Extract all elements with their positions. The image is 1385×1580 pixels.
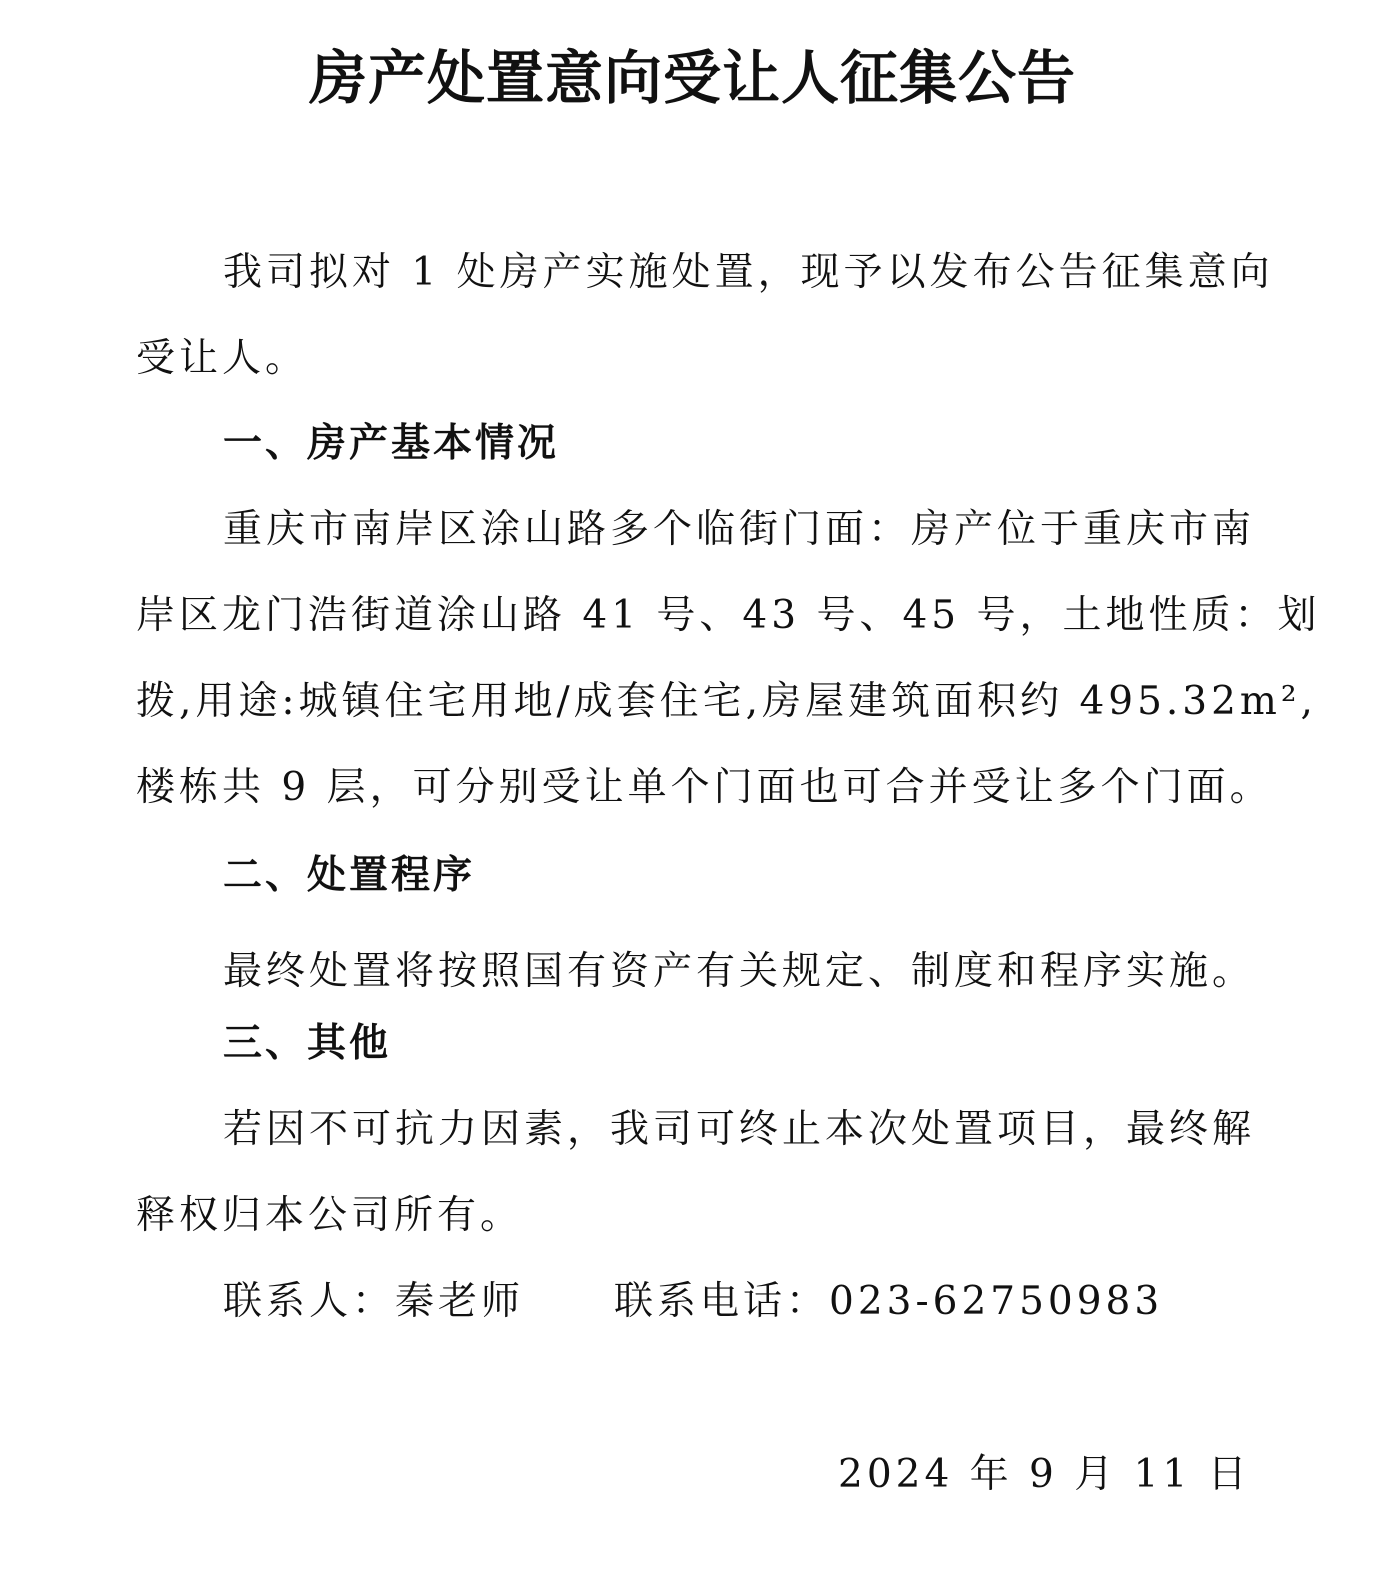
intro-line-1: 我司拟对 1 处房产实施处置，现予以发布公告征集意向: [223, 250, 1274, 295]
other-line-2: 释权归本公司所有。: [136, 1193, 524, 1238]
procedure-line-1: 最终处置将按照国有资产有关规定、制度和程序实施。: [223, 949, 1256, 994]
other-line-1: 若因不可抗力因素，我司可终止本次处置项目，最终解: [223, 1107, 1256, 1152]
contact-phone: 联系电话：023-62750983: [614, 1279, 1164, 1324]
intro-line-2: 受让人。: [136, 336, 309, 381]
other-paragraph: [136, 1087, 1281, 1259]
basic-info-line-3: 拨,用途:城镇住宅用地/成套住宅,房屋建筑面积约 495.32m²,: [136, 679, 1317, 724]
basic-info-line-4: 楼栋共 9 层，可分别受让单个门面也可合并受让多个门面。: [136, 765, 1273, 810]
notice-title: 房产处置意向受让人征集公告: [308, 44, 1076, 112]
section-heading-other: 三、其他: [223, 1021, 392, 1066]
basic-info-line-1: 重庆市南岸区涂山路多个临街门面：房产位于重庆市南: [223, 507, 1256, 552]
contact-info: [223, 1272, 1163, 1332]
basic-info-paragraph: [136, 487, 1321, 831]
section-heading-basic-info: 一、房产基本情况: [223, 421, 560, 466]
section-heading-procedure: 二、处置程序: [223, 853, 476, 898]
procedure-paragraph: [136, 929, 1281, 1015]
intro-paragraph: [136, 230, 1281, 402]
basic-info-line-2: 岸区龙门浩街道涂山路 41 号、43 号、45 号，土地性质：划: [136, 593, 1321, 638]
notice-date: 2024 年 9 月 11 日: [838, 1452, 1251, 1497]
contact-person: 联系人：秦老师: [223, 1279, 525, 1324]
